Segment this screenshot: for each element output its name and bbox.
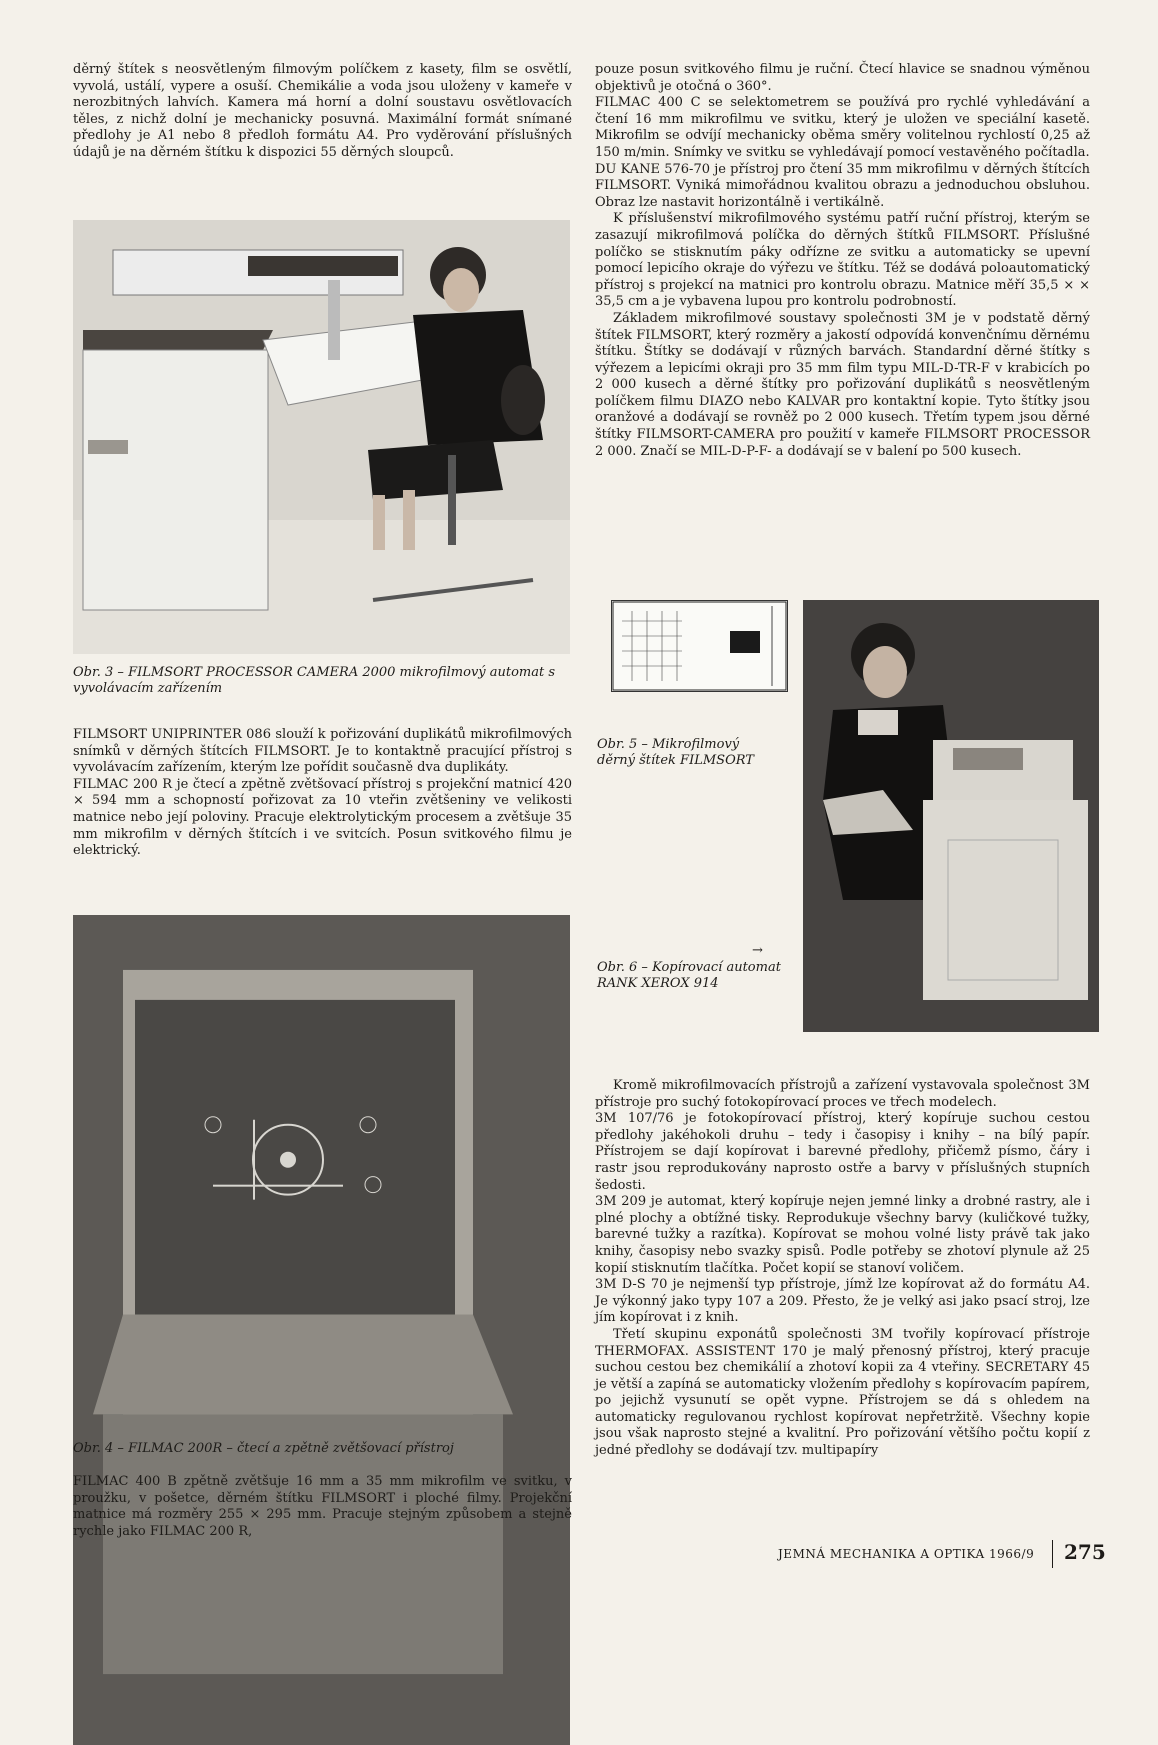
paragraph-3m-107: 3M 107/76 je fotokopírovací přístroj, který kopíruje suchou cestou předlohy jakéhokoli druhu – tedy i časopisy i knihy – na bílý papír. Přístrojem se dají kopírovat i barevné předlohy, přičemž písmo, čáry i rastr jsou reprodukovány naprosto ostře a barvy v příslušných stupních šedosti. (595, 1111, 1090, 1193)
paragraph-filmac-200r: FILMAC 200 R je čtecí a zpětně zvětšovací přístroj s projekční matnicí 420 × 594 mm a schopností pořizovat za 10 vteřin zvětšeniny ve velikosti matnice nebo její poloviny. Pracuje elektrolytickým procesem a zvětšuje 35 mm mikrofilm v děrných štítcích i ve svitcích. Posun svitkového filmu je elektrický. (73, 776, 572, 859)
page-number: 275 (1064, 1540, 1106, 1564)
right-bottom-text (595, 1078, 1090, 1460)
figure-3-photo (73, 220, 570, 654)
paragraph-filmac-400c: FILMAC 400 C se selektometrem se používá pro rychlé vyhledávání a čtení 16 mm mikrofilmu ve svitku, který je uložen ve speciální kasetě. Mikrofilm se odvíjí mechanicky oběma směry volitelnou rychlostí 0,25 až 150 m/min. Snímky ve svitku se vyhledávají pomocí vestavěného počítadla. (595, 95, 1090, 160)
figure-3-label: Obr. 3 – (73, 665, 124, 680)
figure-6-caption-text: Kopírovací automat RANK XEROX 914 (597, 960, 781, 991)
journal-footer: JEMNÁ MECHANIKA A OPTIKA 1966/9 (778, 1547, 1035, 1561)
right-top-text (595, 62, 1090, 460)
paragraph-uniprinter: FILMSORT UNIPRINTER 086 slouží k pořizování duplikátů mikrofilmových snímků v děrných štítcích FILMSORT. Je to kontaktně pracující přístroj s vyvolávacím zařízením, kterým lze pořídit současně dva duplikáty. (73, 727, 572, 776)
paragraph-thermofax: Třetí skupinu exponátů společnosti 3M tvořily kopírovací přístroje THERMOFAX. ASSISTENT 170 je malý přenosný přístroj, který pracuje suchou cestou bez chemikálií a zhotoví kopii za 4 vteřiny. SECRETARY 45 je větší a zapíná se automaticky vložením předlohy s kopírovacím papírem, po jejichž vysunutí se opět vypne. Přístrojem se dá s ohledem na automaticky regulovanou rychlost kopírovat nepřetržitě. Všechny kopie jsou však naprosto stejné a kvalitní. Pro pořizování většího počtu kopií z jedné předlohy se dodávají tzv. multipapíry (595, 1326, 1090, 1459)
figure-4-photo (73, 915, 570, 1745)
paragraph-accessories: K příslušenství mikrofilmového systému patří ruční přístroj, kterým se zasazují mikrofilmová políčka do děrných štítků FILMSORT. Příslušné políčko se stisknutím páky odřízne ze svitku a automaticky se upevní pomocí lepicího okraje do výřezu ve štítku. Též se dodává poloautomatický přístroj s projekcí na matnici pro kontrolu obrazu. Matnice měří 35,5 × × 35,5 cm a je vybavena lupou pro kontrolu podrobností. (595, 211, 1090, 310)
left-intro-paragraph: děrný štítek s neosvětleným filmovým políčkem z kasety, film se osvětlí, vyvolá, ustálí, vypere a osuší. Chemikálie a voda jsou uloženy v kameře v nerozbitných lahvích. Kamera má horní a dolní soustavu osvětlovacích těles, z nichž dolní je mechanicky posuvná. Maximální formát snímané předlohy je A1 nebo 8 předloh formátu A4. Pro vyděrování příslušných údajů je na děrném štítku k dispozici 55 děrných sloupců. (73, 62, 572, 160)
paragraph-du-kane: DU KANE 576-70 je přístroj pro čtení 35 mm mikrofilmu v děrných štítcích FILMSORT. Vyniká mimořádnou kvalitou obrazu a jednoduchou obsluhou. Obraz lze nastavit horizontálně i vertikálně. (595, 161, 1090, 210)
figure-3-caption (73, 665, 563, 697)
figure-4-caption (73, 1441, 572, 1457)
arrow-right-icon: → (752, 943, 763, 958)
figure-3-caption-text: FILMSORT PROCESSOR CAMERA 2000 mikrofilmový automat s vyvolávacím zařízením (73, 665, 556, 696)
paragraph-filmsort-card: Základem mikrofilmové soustavy společnosti 3M je v podstatě děrný štítek FILMSORT, který rozměry a jakostí odpovídá konvenčnímu děrnému štítku. Štítky se dodávají v různých barvách. Standardní děrné štítky s výřezem a lepicími okraji pro 35 mm film typu MIL-D-TR-F v krabicích po 2 000 kusech a děrné štítky pro pořizování duplikátů s neosvětleným políčkem filmu DIAZO nebo KALVAR pro kontaktní kopie. Tyto štítky jsou oranžové a dodávají se rovněž po 2 000 kusech. Třetím typem jsou děrné štítky FILMSORT-CAMERA pro použití v kameře FILMSORT PROCESSOR 2 000. Značí se MIL-D-P-F- a dodávají se v balení po 500 kusech. (595, 310, 1090, 459)
figure-5-card-image (611, 600, 788, 692)
figure-5-caption-text: Mikrofilmový děrný štítek FILMSORT (597, 737, 754, 768)
left-middle-text (73, 727, 572, 860)
figure-4-label: Obr. 4 – (73, 1441, 124, 1456)
footer-divider (1052, 1540, 1053, 1568)
paragraph-3m-209: 3M 209 je automat, který kopíruje nejen jemné linky a drobné rastry, ale i plné plochy a obtížné tisky. Reprodukuje všechny barvy (kuličkové tužky, barevné tužky a razítka). Kopírovat se mohou volné listy právě tak jako knihy, časopisy nebo svazky spisů. Podle potřeby se zhotoví plynule až 25 kopií stisknutím tlačítka. Počet kopií se stanoví voličem. (595, 1194, 1090, 1276)
figure-6-caption (597, 943, 782, 992)
figure-5-label: Obr. 5 – (597, 737, 648, 752)
figure-4-caption-text: FILMAC 200R – čtecí a zpětně zvětšovací přístroj (128, 1441, 454, 1456)
paragraph-filmac-400b: FILMAC 400 B zpětně zvětšuje 16 mm a 35 mm mikrofilm ve svitku, v proužku, v pošetce, děrném štítku FILMSORT i ploché filmy. Projekční matnice má rozměry 255 × 295 mm. Pracuje stejným způsobem a stejně rychle jako FILMAC 200 R, (73, 1474, 572, 1539)
figure-6-label: Obr. 6 – (597, 960, 648, 975)
figure-6-photo (803, 600, 1099, 1032)
paragraph-3m-ds70: 3M D-S 70 je nejmenší typ přístroje, jímž lze kopírovat až do formátu A4. Je výkonný jako typy 107 a 209. Přesto, že je velký asi jako psací stroj, lze jím kopírovat i z knih. (595, 1277, 1090, 1326)
figure-5-caption (597, 737, 777, 769)
paragraph-3m-intro: Kromě mikrofilmovacích přístrojů a zařízení vystavovala společnost 3M přístroje pro suchý fotokopírovací proces ve třech modelech. (595, 1078, 1090, 1110)
paragraph-right-1: pouze posun svitkového filmu je ruční. Čtecí hlavice se snadnou výměnou objektivů je otočná o 360°. (595, 62, 1090, 94)
